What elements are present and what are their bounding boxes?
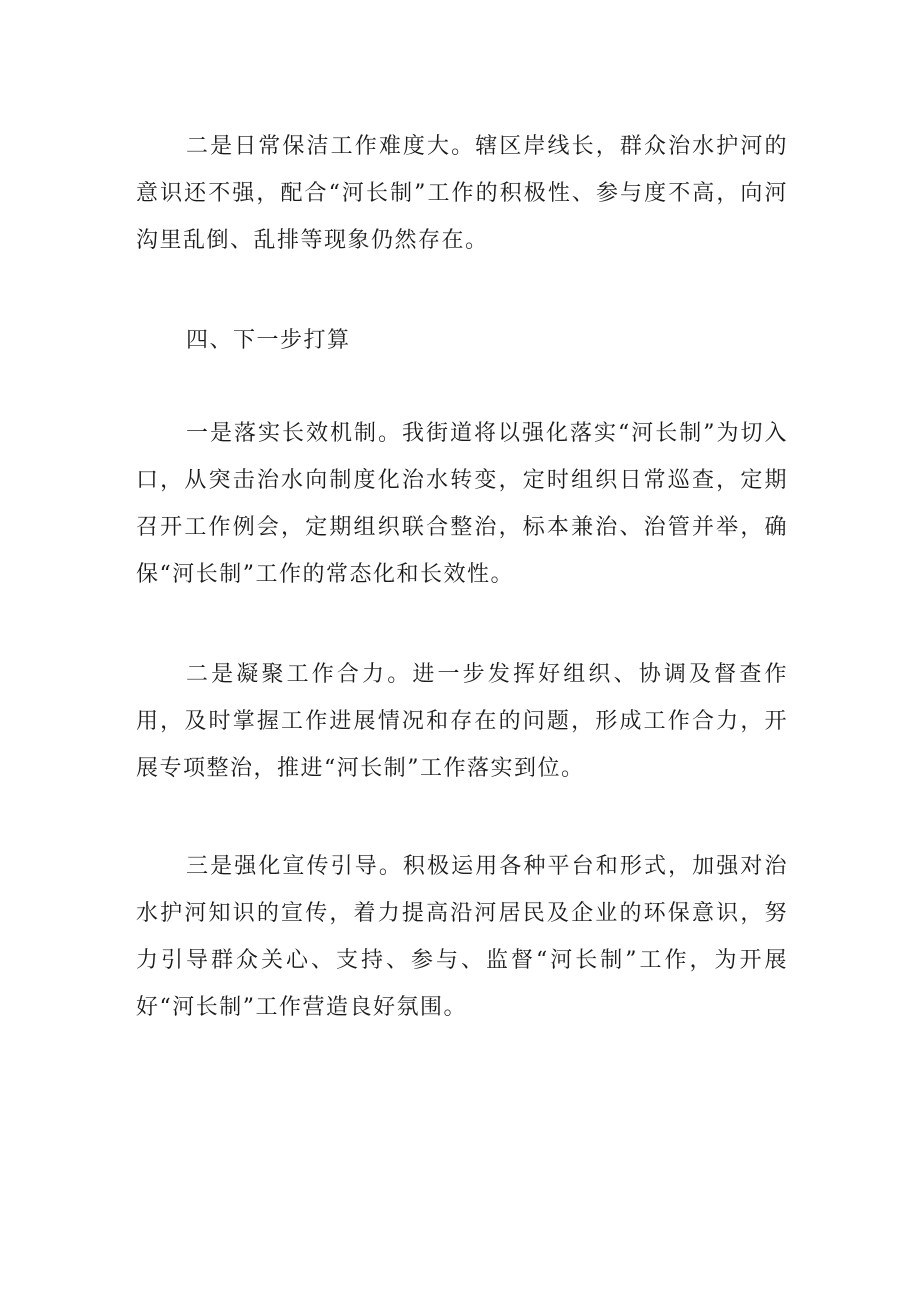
paragraph-publicity-guidance: 三是强化宣传引导。积极运用各种平台和形式，加强对治水护河知识的宣传，着力提高沿河居民及企业的环保意识，努力引导群众关心、支持、参与、监督“河长制”工作，为开展好“河长制”工作营造良好氛围。 — [136, 854, 788, 1020]
section-heading-next-steps: 四、下一步打算 — [186, 328, 351, 353]
paragraph-work-synergy: 二是凝聚工作合力。进一步发挥好组织、协调及督查作用，及时掌握工作进展情况和存在的问题，形成工作合力，开展专项整治，推进“河长制”工作落实到位。 — [136, 662, 788, 781]
paragraph-long-term-mechanism: 一是落实长效机制。我街道将以强化落实“河长制”为切入口，从突击治水向制度化治水转变，定时组织日常巡查，定期召开工作例会，定期组织联合整治，标本兼治、治管并举，确保“河长制”工作的常态化和长效性。 — [136, 421, 788, 587]
paragraph-daily-cleaning: 二是日常保洁工作难度大。辖区岸线长，群众治水护河的意识还不强，配合“河长制”工作的积极性、参与度不高，向河沟里乱倒、乱排等现象仍然存在。 — [136, 134, 788, 253]
